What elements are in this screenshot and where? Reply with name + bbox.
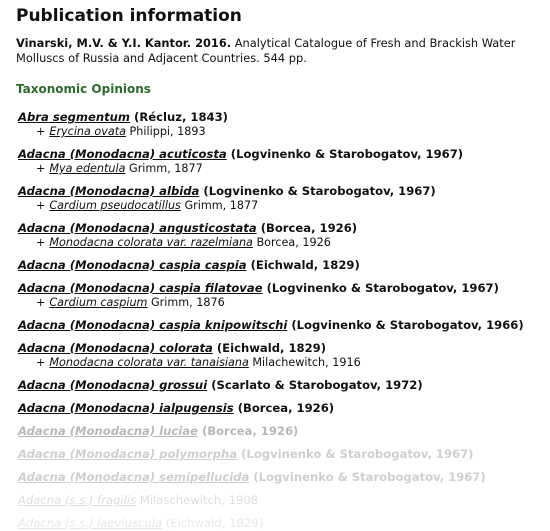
synonym-plus: + — [36, 236, 46, 249]
synonym-author: Milachewitch, 1916 — [248, 356, 361, 369]
opinion-item — [18, 493, 534, 508]
taxon-author: (Eichwald, 1829) — [246, 258, 360, 272]
opinion-item — [18, 281, 534, 310]
synonym-author: Grimm, 1876 — [147, 296, 225, 309]
taxon-link[interactable]: Adacna (Monodacna) acuticosta — [18, 147, 227, 161]
citation-authors: Vinarski, M.V. & Y.I. Kantor. 2016. — [16, 36, 232, 50]
taxon-link[interactable]: Adacna (s.s.) fragilis — [18, 493, 137, 507]
opinion-item — [18, 516, 534, 531]
synonym-link[interactable]: Monodacna colorata var. tanaisiana — [49, 356, 249, 369]
opinion-item — [18, 470, 534, 485]
opinion-item — [18, 401, 534, 416]
taxon-link[interactable]: Adacna (Monodacna) caspia filatovae — [18, 281, 263, 295]
synonym-author: Grimm, 1877 — [180, 199, 259, 212]
taxon-link[interactable]: Adacna (s.s.) laeviuscula — [18, 516, 163, 530]
synonym-link[interactable]: Mya edentula — [49, 162, 126, 175]
taxon-author: (Logvinenko & Starobogatov, 1966) — [287, 318, 524, 332]
taxon-link[interactable]: Abra segmentum — [18, 110, 130, 124]
synonym-plus: + — [36, 162, 46, 175]
opinion-item — [18, 184, 534, 213]
taxon-link[interactable]: Adacna (Monodacna) angusticostata — [18, 221, 257, 235]
taxon-link[interactable]: Adacna (Monodacna) luciae — [18, 424, 198, 438]
taxon-author: (Logvinenko & Starobogatov, 1967) — [262, 281, 499, 295]
taxon-link[interactable]: Adacna (Monodacna) colorata — [18, 341, 213, 355]
page-title: Publication information — [16, 6, 242, 26]
opinion-item — [18, 378, 534, 393]
taxon-link[interactable]: Adacna (Monodacna) caspia caspia — [18, 258, 247, 272]
opinion-item — [18, 221, 534, 250]
taxon-author: (Logvinenko & Starobogatov, 1967) — [249, 470, 486, 484]
opinion-item — [18, 447, 534, 462]
synonym-link[interactable]: Erycina ovata — [49, 125, 126, 138]
opinion-item — [18, 341, 534, 370]
opinion-item — [18, 110, 534, 139]
taxon-link[interactable]: Adacna (Monodacna) ialpugensis — [18, 401, 234, 415]
taxon-author: (Eichwald, 1829) — [162, 516, 264, 530]
taxon-link[interactable]: Adacna (Monodacna) polymorpha — [18, 447, 238, 461]
synonym-link[interactable]: Cardium caspium — [49, 296, 148, 309]
taxon-link[interactable]: Adacna (Monodacna) semipellucida — [18, 470, 250, 484]
taxon-author: (Scarlato & Starobogatov, 1972) — [207, 378, 423, 392]
opinion-item — [18, 424, 534, 439]
taxon-author: (Logvinenko & Starobogatov, 1967) — [226, 147, 464, 161]
synonym-plus: + — [36, 356, 46, 369]
taxon-author: (Logvinenko & Starobogatov, 1967) — [199, 184, 436, 198]
taxon-author: (Borcea, 1926) — [256, 221, 358, 235]
taxon-link[interactable]: Adacna (Monodacna) grossui — [18, 378, 208, 392]
section-title: Taxonomic Opinions — [16, 82, 151, 96]
synonym-link[interactable]: Cardium pseudocatillus — [49, 199, 181, 212]
synonym-link[interactable]: Monodacna colorata var. razelmiana — [49, 236, 253, 249]
synonym-plus: + — [36, 125, 46, 138]
opinion-item — [18, 258, 534, 273]
taxon-author: Milaschewitch, 1908 — [136, 493, 259, 507]
opinion-item — [18, 318, 534, 333]
taxon-link[interactable]: Adacna (Monodacna) caspia knipowitschi — [18, 318, 288, 332]
taxon-author: (Récluz, 1843) — [130, 110, 228, 124]
taxonomic-opinions-list — [16, 110, 534, 531]
taxon-author: (Eichwald, 1829) — [212, 341, 327, 355]
synonym-author: Grimm, 1877 — [125, 162, 203, 175]
synonym-author: Borcea, 1926 — [252, 236, 331, 249]
taxon-author: (Borcea, 1926) — [197, 424, 299, 438]
synonym-author: Philippi, 1893 — [126, 125, 206, 138]
taxon-link[interactable]: Adacna (Monodacna) albida — [18, 184, 200, 198]
synonym-plus: + — [36, 199, 46, 212]
citation-text: Analytical Catalogue of Fresh and Brackish Water Molluscs of Russia and Adjacent Countries. 544 pp. — [16, 36, 516, 65]
taxon-author: (Logvinenko & Starobogatov, 1967) — [237, 447, 474, 461]
taxon-author: (Borcea, 1926) — [233, 401, 335, 415]
citation — [16, 36, 534, 66]
synonym-plus: + — [36, 296, 46, 309]
opinion-item — [18, 147, 534, 176]
